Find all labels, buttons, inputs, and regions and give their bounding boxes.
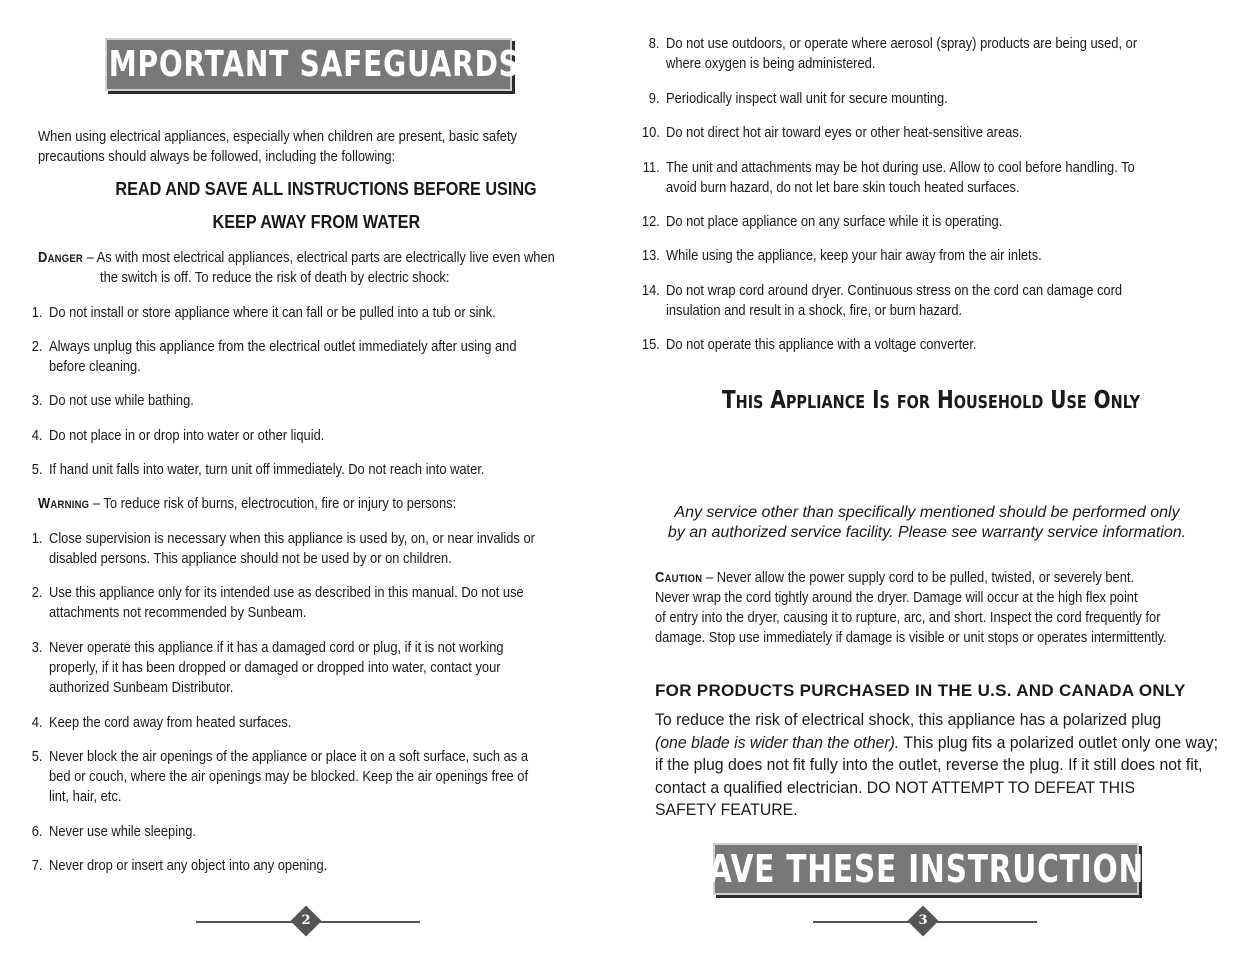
danger-paragraph: Danger – As with most electrical appliances, electrical parts are electrically live even when the switch is off. To reduce the risk of death by electric shock: xyxy=(38,249,555,286)
danger-label: Danger xyxy=(38,249,84,266)
page-number-ornament xyxy=(196,908,420,936)
household-use-heading: This Appliance Is for Household Use Only xyxy=(722,385,1141,414)
right-page: 8. Do not use outdoors, or operate where aerosol (spray) products are being used, or where oxygen is being administered. 9. Periodically inspect wall unit for secure mounting. 10. Do not direct hot air toward eyes or other heat-sensitive areas. 11. The unit and attachments may be hot during use. Allow to cool before handling. To avoid burn hazard, do not let bare skin touch heated surfaces. 12. Do not place appliance on any surface while it is operating. 13. While using the appliance, keep your hair away from the air inlets. 14. Do not wrap cord around dryer. Continuous stress on the cord can damage cord insulation and result in a shock, fire, or burn hazard. 15. Do not operate this appliance with a voltage converter. This Appliance Is for Household Use Only Any service other than specifically mentioned should be performed only by an authorized service facility. Please see warranty service information. Caution – Never allow the power supply cord to be pulled, twisted, or severely bent. Never wrap the cord tightly around the dryer. Damage will occur at the high flex point of entry into the dryer, causing it to rupture, arc, and short. Inspect the cord frequently for damage. Stop use immediately if damage is visible or unit stops or operates intermittently. FOR PRODUCTS PURCHASED IN THE U.S. AND CANADA ONLY To reduce the risk of electrical shock, this appliance has a polarized plug (one blade is wider than the other). This plug fits a polarized outlet only one way; if the plug does not fit fully into the outlet, reverse the plug. If it still does not fit, contact a qualified electrician. DO NOT ATTEMPT TO DEFEAT THIS SAFETY FEATURE. SAVE THESE INSTRUCTIONS 3 xyxy=(617,0,1235,954)
read-save-heading: READ AND SAVE ALL INSTRUCTIONS BEFORE USING xyxy=(115,179,537,199)
intro-paragraph: When using electrical appliances, especially when children are present, basic safety precautions should always be followed, including the following: xyxy=(38,128,517,165)
left-page: IMPORTANT SAFEGUARDS When using electrical appliances, especially when children are present, basic safety precautions should always be followed, including the following: READ AND SAVE ALL INSTRUCTIONS BEFORE USING KEEP AWAY FROM WATER Danger – As with most electrical appliances, electrical parts are electrically live even when the switch is off. To reduce the risk of death by electric shock: 1. Do not install or store appliance where it can fall or be pulled into a tub or sink. 2. Always unplug this appliance from the electrical outlet immediately after using and before cleaning. 3. Do not use while bathing. 4. Do not place in or drop into water or other liquid. 5. If hand unit falls into water, turn unit off immediately. Do not reach into water. Warning – To reduce risk of burns, electrocution, fire or injury to persons: 1. Close supervision is necessary when this appliance is used by, on, or near invalids or disabled persons. This appliance should not be used by or on children. 2. Use this appliance only for its intended use as described in this manual. Do not use attachments not recommended by Sunbeam. 3. Never operate this appliance if it has a damaged cord or plug, if it is not working properly, if it has been dropped or damaged or dropped into water, contact your authorized Sunbeam Distributor. 4. Keep the cord away from heated surfaces. 5. Never block the air openings of the appliance or place it on a soft surface, such as a bed or couch, where the air openings may be blocked. Keep the air openings free of lint, hair, etc. 6. Never use while sleeping. 7. Never drop or insert any object into any opening. 2 xyxy=(0,0,617,954)
page-number-ornament xyxy=(813,908,1037,936)
warning-paragraph: Warning – To reduce risk of burns, electrocution, fire or injury to persons: xyxy=(38,495,457,512)
polarized-plug-paragraph: To reduce the risk of electrical shock, this appliance has a polarized plug (one blade is wider than the other). This plug fits a polarized outlet only one way; if the plug does not fit fully into the outlet, reverse the plug. If it still does not fit, contact a qualified electrician. DO NOT ATTEMPT TO DEFEAT THIS SAFETY FEATURE. xyxy=(655,710,1219,819)
save-instructions-banner: SAVE THESE INSTRUCTIONS xyxy=(713,843,1139,895)
us-canada-heading: FOR PRODUCTS PURCHASED IN THE U.S. AND CANADA ONLY xyxy=(655,681,1186,700)
service-note: Any service other than specifically mentioned should be performed only by an authorized service facility. Please see warranty service information. xyxy=(667,504,1187,541)
warning-label: Warning xyxy=(38,495,90,512)
keep-away-heading: KEEP AWAY FROM WATER xyxy=(212,212,421,232)
important-safeguards-banner: IMPORTANT SAFEGUARDS xyxy=(105,38,512,91)
caution-label: Caution xyxy=(655,569,703,586)
caution-paragraph: Caution – Never allow the power supply cord to be pulled, twisted, or severely bent. Never wrap the cord tightly around the dryer. Damage will occur at the high flex point of entry into the dryer, causing it to rupture, arc, and short. Inspect the cord frequently for damage. Stop use immediately if damage is visible or unit stops or operates intermittently. xyxy=(655,569,1167,646)
page-number: 3 xyxy=(918,913,928,928)
page-number: 2 xyxy=(301,913,311,928)
